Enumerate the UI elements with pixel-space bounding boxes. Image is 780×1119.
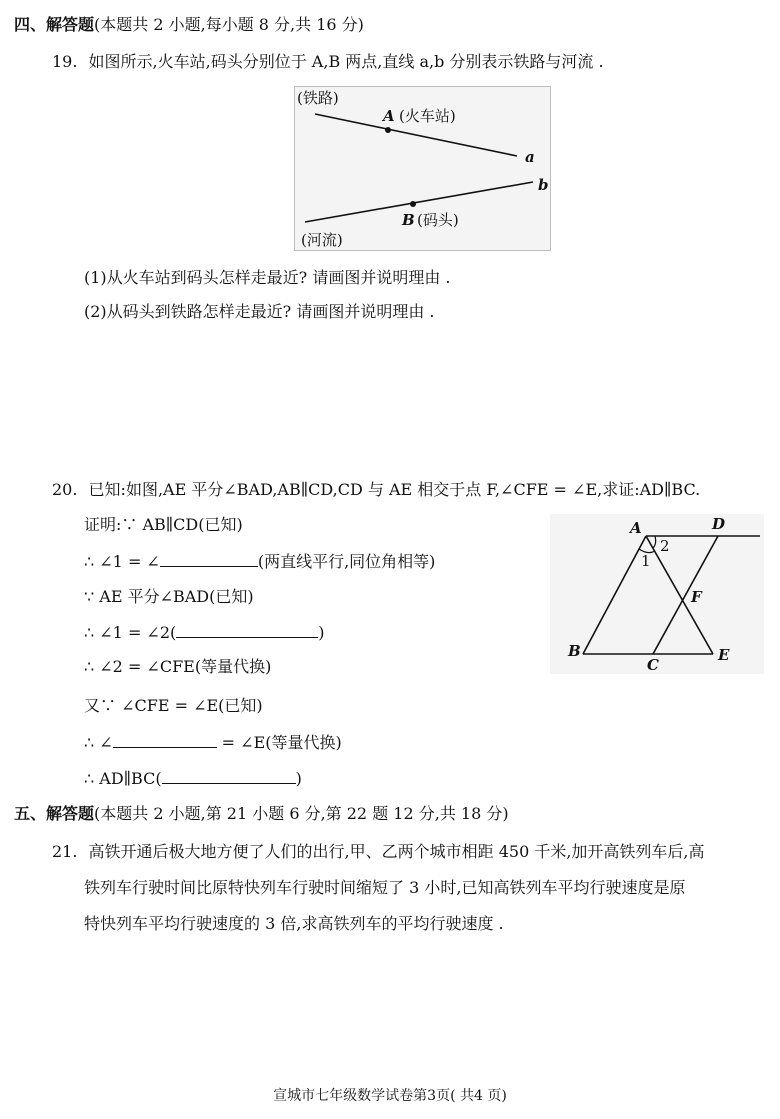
- q19-diagram: [295, 87, 550, 250]
- point-f-label: F: [691, 588, 702, 606]
- proof-line-1: 证明:∵ AB∥CD(已知): [84, 515, 243, 534]
- q20-stem: [52, 479, 700, 501]
- proof-line-3: ∵ AE 平分∠BAD(已知): [84, 587, 254, 606]
- angle-1-label: 1: [641, 552, 651, 570]
- rail-label: (铁路): [297, 89, 339, 107]
- point-a-label: A: [630, 519, 642, 537]
- q19-stem: [52, 51, 604, 73]
- q21-number: 21.: [52, 842, 78, 861]
- q19-sub1: (1)从火车站到码头怎样走最近? 请画图并说明理由 .: [84, 268, 451, 287]
- river-label: (河流): [301, 231, 343, 249]
- q20-figure: [550, 514, 764, 674]
- section5-header: [14, 803, 509, 825]
- line-b-label: b: [538, 176, 549, 194]
- point-e-label: E: [718, 646, 730, 664]
- proof-line-4-end: ): [318, 623, 325, 642]
- proof-line-5: ∴ ∠2 = ∠CFE(等量代换): [84, 657, 272, 676]
- section5-title: 五、解答题: [14, 804, 95, 823]
- q21-line-2: 铁列车行驶时间比原特快列车行驶时间缩短了 3 小时,已知高铁列车平均行驶速度是原: [84, 878, 686, 897]
- section4-title: 四、解答题: [14, 15, 95, 34]
- q19-figure: [294, 86, 551, 251]
- station-label: (火车站): [399, 107, 456, 125]
- q21-line-3: 特快列车平均行驶速度的 3 倍,求高铁列车的平均行驶速度 .: [84, 914, 504, 933]
- point-b-label: B: [568, 642, 581, 660]
- q21-text-1: 高铁开通后极大地方便了人们的出行,甲、乙两个城市相距 450 千米,加开高铁列车后,高: [88, 842, 705, 861]
- point-c-label: C: [647, 656, 659, 674]
- angle-2-arc: [653, 536, 656, 548]
- point-b-label: B: [402, 211, 415, 229]
- q20-number: 20.: [52, 480, 78, 499]
- proof-line-7: [84, 731, 342, 754]
- section4-note: (本题共 2 小题,每小题 8 分,共 16 分): [94, 15, 364, 34]
- answer-blank-3[interactable]: [113, 731, 217, 748]
- proof-line-7-start: ∴ ∠: [84, 733, 113, 752]
- answer-blank-4[interactable]: [162, 767, 296, 784]
- proof-line-4-start: ∴ ∠1 = ∠2(: [84, 623, 177, 642]
- q19-text: 如图所示,火车站,码头分别位于 A,B 两点,直线 a,b 分别表示铁路与河流 .: [88, 52, 604, 71]
- answer-blank-2[interactable]: [176, 621, 318, 638]
- answer-blank-1[interactable]: [160, 550, 258, 567]
- proof-line-2-start: ∴ ∠1 = ∠: [84, 552, 160, 571]
- angle-2-label: 2: [660, 537, 670, 555]
- point-a-dot: [385, 127, 391, 133]
- proof-line-2: [84, 550, 435, 573]
- point-b-dot: [410, 201, 416, 207]
- line-a-label: a: [525, 148, 535, 166]
- segment-ab: [583, 536, 646, 654]
- section4-header: [14, 14, 364, 36]
- segment-ae: [646, 536, 713, 654]
- point-a-label: A: [383, 107, 395, 125]
- proof-line-6: 又∵ ∠CFE = ∠E(已知): [84, 696, 263, 715]
- proof-line-7-end: = ∠E(等量代换): [221, 733, 342, 752]
- q21-line-1: [52, 841, 705, 863]
- q20-text: 已知:如图,AE 平分∠BAD,AB∥CD,CD 与 AE 相交于点 F,∠CFE = ∠E,求证:AD∥BC.: [88, 480, 701, 499]
- section5-note: (本题共 2 小题,第 21 小题 6 分,第 22 题 12 分,共 18 分): [94, 804, 509, 823]
- q19-sub2: (2)从码头到铁路怎样走最近? 请画图并说明理由 .: [84, 302, 435, 321]
- q20-diagram: [550, 514, 764, 674]
- proof-line-8-end: ): [295, 769, 302, 788]
- proof-line-4: [84, 621, 325, 644]
- proof-line-2-reason: (两直线平行,同位角相等): [257, 552, 436, 571]
- page-footer: 宣城市七年级数学试卷第3页( 共4 页): [273, 1088, 507, 1104]
- proof-line-8: [84, 767, 302, 790]
- point-d-label: D: [712, 515, 726, 533]
- proof-line-8-start: ∴ AD∥BC(: [84, 769, 162, 788]
- q19-number: 19.: [52, 52, 78, 71]
- wharf-label: (码头): [417, 211, 459, 229]
